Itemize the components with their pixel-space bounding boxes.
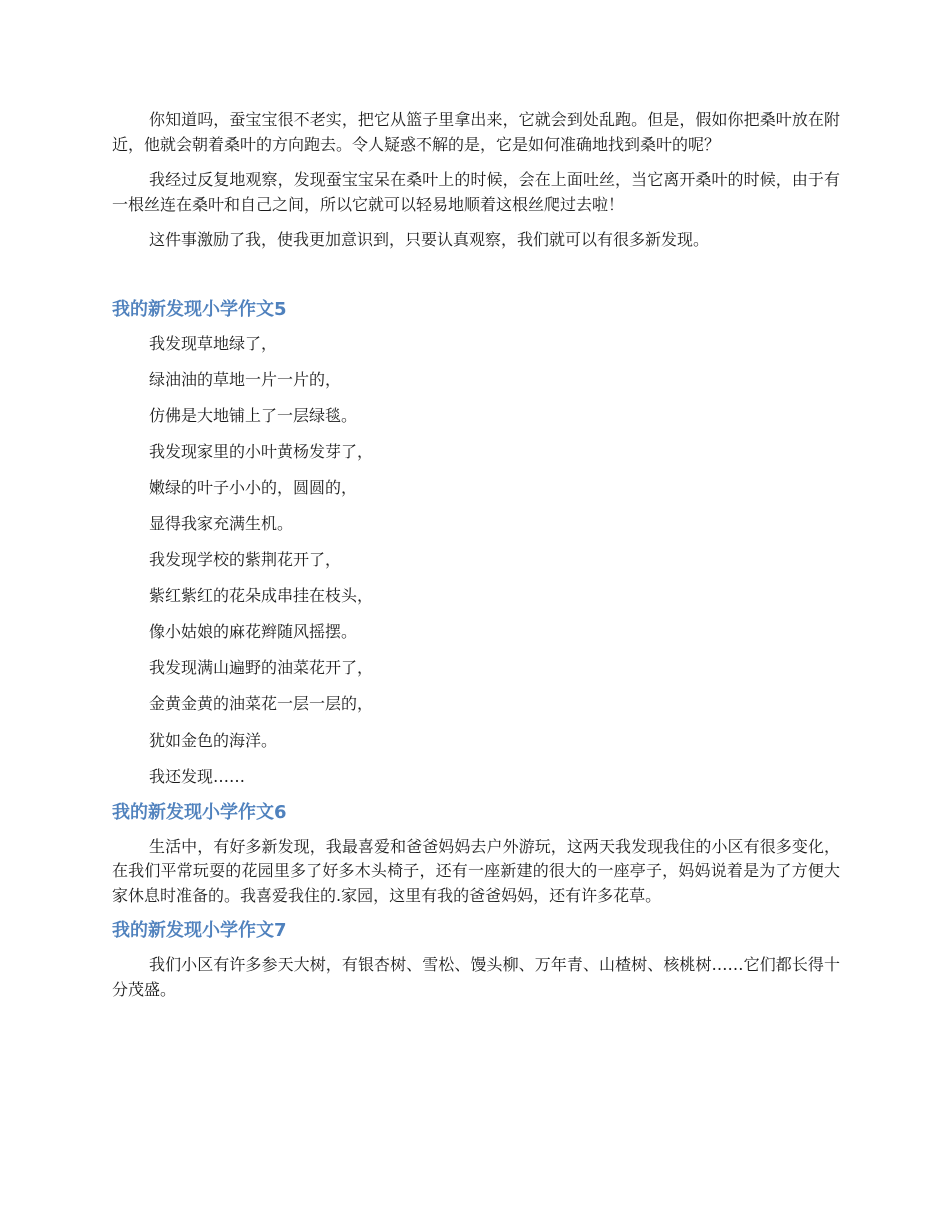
poem-line: 金黄金黄的油菜花一层一层的， xyxy=(149,694,374,714)
poem-line: 紫红紫红的花朵成串挂在枝头， xyxy=(149,586,374,606)
poem-line: 我发现满山遍野的油菜花开了， xyxy=(149,658,374,678)
intro-paragraph-1: 你知道吗，蚕宝宝很不老实，把它从篮子里拿出来，它就会到处乱跑。但是，假如你把桑叶放在附近，他就会朝着桑叶的方向跑去。令人疑惑不解的是，它是如何准确地找到桑叶的呢？ xyxy=(112,110,840,154)
section-5-heading: 我的新发现小学作文5 xyxy=(112,298,287,320)
poem-line: 嫩绿的叶子小小的，圆圆的， xyxy=(149,477,358,497)
section-6-paragraph: 生活中，有好多新发现，我最喜爱和爸爸妈妈去户外游玩，这两天我发现我住的小区有很多变化，在我们平常玩耍的花园里多了好多木头椅子，还有一座新建的很大的一座亭子，妈妈说着是为了方便大家休息时准备的。我喜爱我住的.家园，这里有我的爸爸妈妈，还有许多花草。 xyxy=(112,836,840,905)
section-5-poem xyxy=(112,332,840,790)
poem-line: 仿佛是大地铺上了一层绿毯。 xyxy=(149,405,358,425)
poem-line: 犹如金色的海洋。 xyxy=(149,730,278,750)
intro-paragraph-2: 我经过反复地观察，发现蚕宝宝呆在桑叶上的时候，会在上面吐丝，当它离开桑叶的时候，由于有一根丝连在桑叶和自己之间，所以它就可以轻易地顺着这根丝爬过去啦！ xyxy=(112,170,840,214)
section-6-heading: 我的新发现小学作文6 xyxy=(112,801,287,823)
section-7-heading: 我的新发现小学作文7 xyxy=(112,920,287,942)
poem-line: 像小姑娘的麻花辫随风摇摆。 xyxy=(149,622,358,642)
poem-line: 我发现家里的小叶黄杨发芽了， xyxy=(149,441,374,461)
poem-line: 我还发现…… xyxy=(149,766,246,786)
poem-line: 显得我家充满生机。 xyxy=(149,513,294,533)
poem-line: 我发现草地绿了， xyxy=(149,333,278,353)
document-page xyxy=(112,108,840,1002)
intro-paragraph-3: 这件事激励了我，使我更加意识到，只要认真观察，我们就可以有很多新发现。 xyxy=(149,230,710,249)
poem-line: 我发现学校的紫荆花开了， xyxy=(149,550,342,570)
section-7-paragraph: 我们小区有许多参天大树，有银杏树、雪松、馒头柳、万年青、山楂树、核桃树……它们都长得十分茂盛。 xyxy=(112,955,840,999)
poem-line: 绿油油的草地一片一片的， xyxy=(149,369,342,389)
